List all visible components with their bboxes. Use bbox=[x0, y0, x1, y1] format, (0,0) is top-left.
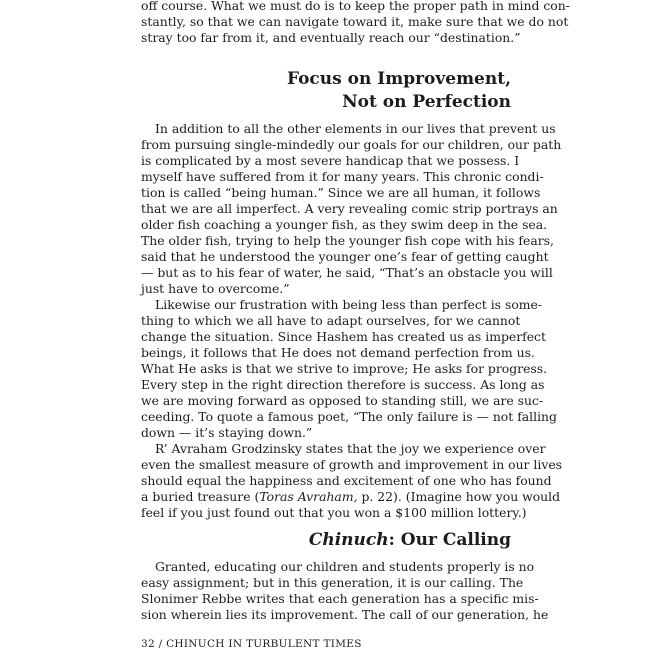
text-line: myself have suffered from it for many years. This chronic condi- bbox=[141, 169, 544, 184]
text-line: Slonimer Rebbe writes that each generation has a specific mis- bbox=[141, 591, 539, 606]
text-line: just have to overcome.” bbox=[141, 281, 290, 296]
text-line: sion wherein lies its improvement. The call of our generation, he bbox=[141, 607, 549, 622]
book-title: Toras Avraham, bbox=[259, 489, 358, 504]
text-line: we are moving forward as opposed to standing still, we are suc- bbox=[141, 393, 544, 408]
text-line: Every step in the right direction therefore is success. As long as bbox=[141, 377, 545, 392]
heading-text: : Our Calling bbox=[388, 530, 511, 550]
text-segment: p. 22). (Imagine how you would bbox=[357, 489, 561, 504]
text-line: beings, it follows that He does not demand perfection from us. bbox=[141, 345, 535, 360]
text-line: The older fish, trying to help the younger fish cope with his fears, bbox=[141, 233, 554, 248]
text-line: stray too far from it, and eventually reach our “destination.” bbox=[141, 30, 521, 45]
text-line: In addition to all the other elements in our lives that prevent us bbox=[155, 121, 556, 136]
text-line: even the smallest measure of growth and improvement in our lives bbox=[141, 457, 563, 472]
page-footer: 32 / CHINUCH IN TURBULENT TIMES bbox=[141, 638, 362, 650]
text-segment: a buried treasure ( bbox=[141, 489, 260, 504]
text-line: easy assignment; but in this generation, it is our calling. The bbox=[141, 575, 524, 590]
section-heading bbox=[309, 529, 511, 551]
text-line: tion is called “being human.” Since we are all human, it follows bbox=[141, 185, 541, 200]
text-line: thing to which we all have to adapt ourselves, for we cannot bbox=[141, 313, 521, 328]
text-line: ceeding. To quote a famous poet, “The only failure is — not falling bbox=[141, 409, 557, 424]
text-line: that we are all imperfect. A very revealing comic strip portrays an bbox=[141, 201, 558, 216]
text-line: R’ Avraham Grodzinsky states that the joy we experience over bbox=[155, 441, 546, 456]
section-heading-line: Not on Perfection bbox=[342, 92, 511, 112]
text-line: stantly, so that we can navigate toward it, make sure that we do not bbox=[141, 14, 569, 29]
text-line: off course. What we must do is to keep the proper path in mind con- bbox=[141, 0, 570, 13]
text-line: should equal the happiness and excitement of one who has found bbox=[141, 473, 552, 488]
section-heading-line: Focus on Improvement, bbox=[286, 69, 511, 89]
text-line: down — it’s staying down.” bbox=[141, 425, 313, 440]
heading-italic-word: Chinuch bbox=[308, 530, 389, 550]
text-line: — but as to his fear of water, he said, “That’s an obstacle you will bbox=[141, 265, 553, 280]
text-line: change the situation. Since Hashem has created us as imperfect bbox=[141, 329, 546, 344]
text-line: from pursuing single-mindedly our goals for our children, our path bbox=[141, 137, 562, 152]
text-line bbox=[141, 489, 561, 505]
text-line: Granted, educating our children and students properly is no bbox=[155, 559, 535, 574]
text-line: What He asks is that we strive to improve; He asks for progress. bbox=[141, 361, 548, 376]
text-line: said that he understood the younger one’s fear of getting caught bbox=[141, 249, 549, 264]
text-line: is complicated by a most severe handicap that we possess. I bbox=[141, 153, 520, 168]
text-line: Likewise our frustration with being less than perfect is some- bbox=[155, 297, 543, 312]
text-line: older fish coaching a younger fish, as they swim deep in the sea. bbox=[141, 217, 548, 232]
text-line: feel if you just found out that you won a $100 million lottery.) bbox=[141, 505, 527, 520]
